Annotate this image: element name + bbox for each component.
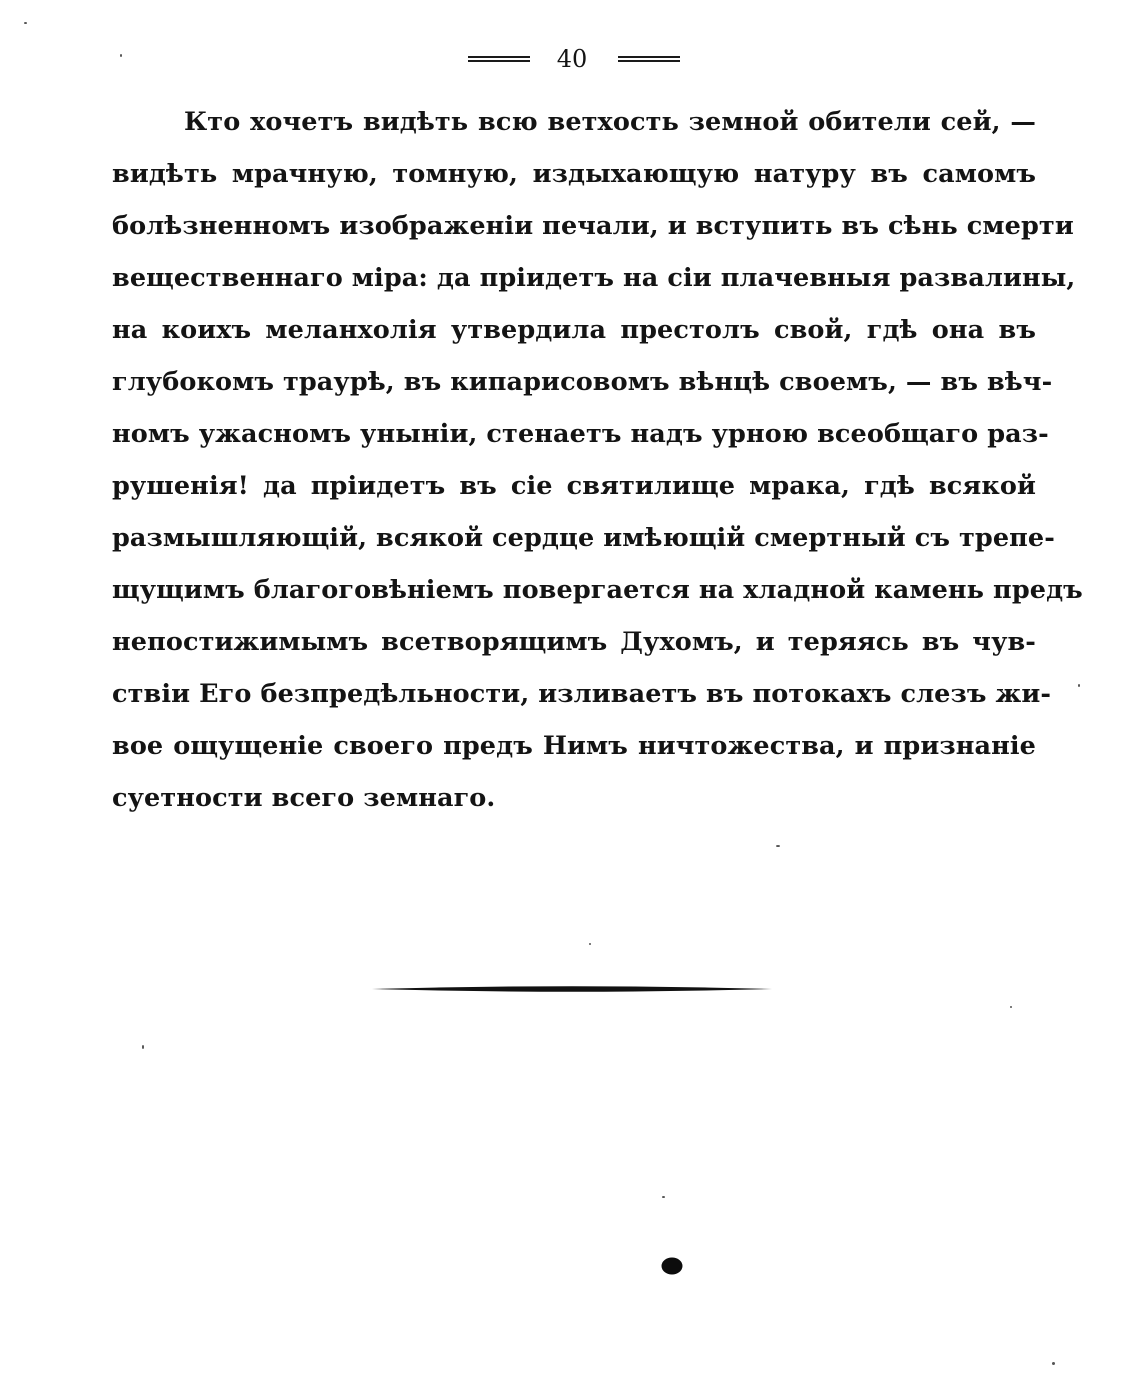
paper-speck <box>1052 1362 1055 1365</box>
body-paragraph <box>112 96 1083 824</box>
text-line: ствiи Его безпредѣльности, изливаетъ въ потокахъ слезъ жи- <box>112 679 1052 709</box>
paper-speck <box>1078 684 1080 687</box>
paper-speck <box>776 845 780 847</box>
text-line: суетности всего земнаго. <box>112 783 496 813</box>
text-line: вещественнаго мiра: да прiидетъ на сiи плачевныя развалины, <box>112 263 1076 293</box>
page-number: 40 <box>556 45 588 73</box>
header-rule-left <box>468 56 530 62</box>
text-line: болѣзненномъ изображенiи печали, и вступить въ сѣнь смерти <box>112 211 1074 241</box>
end-ornament-rule <box>372 985 772 993</box>
text-line: глубокомъ траурѣ, въ кипарисовомъ вѣнцѣ своемъ, — въ вѣч- <box>112 367 1053 397</box>
paper-speck <box>120 54 122 57</box>
header-rule-right <box>618 56 680 62</box>
page-header <box>0 40 1140 80</box>
text-line: видѣть мрачную, томную, издыхающую натуру въ самомъ <box>112 159 1036 189</box>
paper-speck <box>1010 1006 1012 1008</box>
text-line: щущимъ благоговѣнiемъ повергается на хладной камень предъ <box>112 575 1083 605</box>
ink-blot <box>660 1256 684 1276</box>
paper-speck <box>589 943 591 945</box>
text-line: Кто хочетъ видѣть всю ветхость земной обители сей, — <box>184 107 1036 137</box>
text-line: рушенiя! да прiидетъ въ сiе святилище мрака, гдѣ всякой <box>112 471 1036 501</box>
paper-speck <box>662 1196 665 1198</box>
text-line: на коихъ меланхолiя утвердила престолъ свой, гдѣ она въ <box>112 315 1036 345</box>
tapered-rule-shape <box>372 985 772 993</box>
text-line: вое ощущенiе своего предъ Нимъ ничтожества, и признанiе <box>112 731 1036 761</box>
ink-blot-shape <box>660 1256 684 1276</box>
paper-speck <box>24 22 27 24</box>
text-line: номъ ужасномъ уныніи, стенаетъ надъ урною всеобщаго раз- <box>112 419 1049 449</box>
text-line: размышляющiй, всякой сердце имѣющiй смертный съ трепе- <box>112 523 1055 553</box>
text-line: непостижимымъ всетворящимъ Духомъ, и теряясь въ чув- <box>112 627 1036 657</box>
paper-speck <box>142 1045 144 1049</box>
